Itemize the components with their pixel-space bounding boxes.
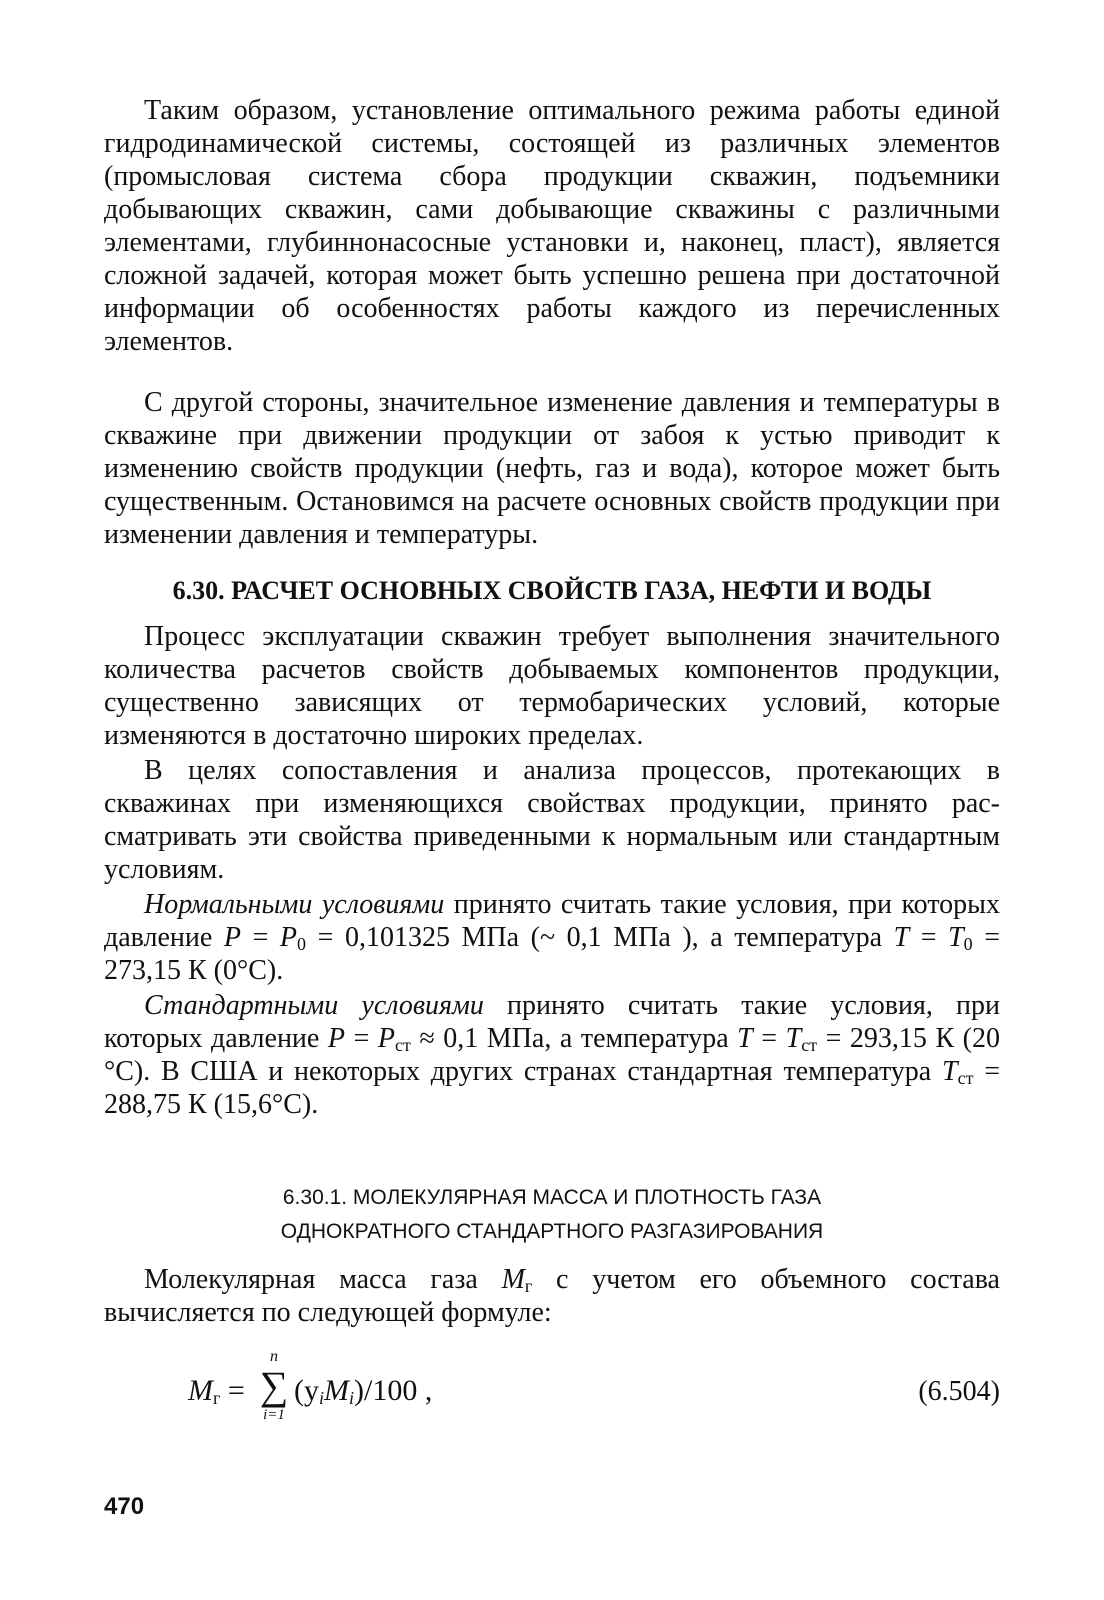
math-subscript: i	[349, 1388, 355, 1408]
subsection-heading-line-1: 6.30.1. МОЛЕКУЛЯРНАЯ МАССА И ПЛОТНОСТЬ ГАЗА	[282, 1186, 822, 1209]
text-span: Молекулярная масса газа	[144, 1264, 502, 1295]
other-side-paragraph: С другой стороны, значительное изменение давления и температуры в скважине при движении продукции от забоя к устью приводит к изменению свойств продукции (нефть, газ и вода), которое может быть существенным. Остановимся на расчете основных свойств продукции при изменении давления и температуры.	[104, 387, 1000, 550]
math-symbol: P	[223, 922, 241, 953]
section-paragraph-1: Процесс эксплуатации скважин требует выполнения значительного количества расчетов свойств добываемых компонентов продукции, существенно зависящих от термобарических условий, которые изменяются в достаточно широких пределах.	[104, 621, 1000, 751]
text-span: ≈ 0,1 МПа, а температура	[410, 1023, 738, 1054]
math-symbol: P	[279, 922, 298, 953]
equals-sign: =	[220, 1374, 245, 1407]
text-span: =	[752, 1023, 786, 1054]
math-subscript: г	[524, 1276, 533, 1296]
subsection-heading-line-2: ОДНОКРАТНОГО СТАНДАРТНОГО РАЗГАЗИРОВАНИЯ	[280, 1220, 824, 1243]
intro-paragraph: Таким образом, установление оптимального режима работы единой гидродинамической системы, состоящей из различных элементов (промысловая система сбора продукции скважин, подъемники добывающих скважин, сами добывающие скважины с различными элементами, глубиннонасосные установки и, наконец, пласт), является сложной задачей, которая может быть успешно решена при достаточной информации об особенностях работы каждого из перечисленных элементов.	[104, 95, 1000, 357]
text-span: = 0,101325 МПа (~ 0,1 МПа ), а температура	[306, 922, 894, 953]
equation-number: (6.504)	[918, 1376, 1000, 1407]
text-span: с учетом его объемного состава вычисляется по следующей формуле:	[104, 1264, 1000, 1328]
text-span: принято считать такие условия, при которых давление	[104, 990, 1000, 1054]
standard-conditions-term: Стандартными условиями	[144, 990, 484, 1021]
math-symbol: M	[501, 1264, 525, 1295]
math-subscript: ст	[957, 1068, 974, 1088]
sum-upper-limit: n	[270, 1348, 278, 1365]
math-subscript: ст	[394, 1035, 411, 1055]
math-subscript: i	[319, 1388, 325, 1408]
text-span: (y	[294, 1374, 319, 1407]
sigma-icon: ∑	[259, 1363, 289, 1408]
math-subscript: г	[213, 1388, 221, 1408]
other-side-block	[104, 386, 1000, 551]
text-span: =	[909, 922, 949, 953]
text-span: = 288,75 К (15,6°С).	[104, 1056, 1001, 1120]
summation	[254, 1348, 294, 1424]
math-symbol: T	[942, 1056, 958, 1087]
math-subscript: 0	[963, 934, 973, 954]
text-span: =	[345, 1023, 378, 1054]
sum-lower-limit: i=1	[263, 1407, 285, 1423]
standard-conditions-paragraph	[104, 989, 1000, 1121]
math-symbol: T	[785, 1023, 802, 1054]
math-subscript: 0	[297, 934, 307, 954]
formula-body	[294, 1374, 432, 1408]
section-heading: 6.30. РАСЧЕТ ОСНОВНЫХ СВОЙСТВ ГАЗА, НЕФТИ И ВОДЫ	[172, 576, 932, 605]
section-paragraph-2: В целях сопоставления и анализа процессов, протекающих в скважинах при изменяющихся свойствах продукции, принято рассматривать эти свойства приведенными к нормальным или стандартным условиям.	[104, 755, 1000, 885]
normal-conditions-paragraph	[104, 888, 1000, 987]
text-span: =	[241, 922, 280, 953]
math-symbol: M	[324, 1374, 350, 1407]
math-symbol: M	[188, 1374, 213, 1407]
text-span: )/100 ,	[354, 1374, 433, 1407]
normal-conditions-term: Нормальными условиями	[144, 889, 445, 920]
math-subscript: ст	[801, 1035, 818, 1055]
subsection-heading	[104, 1181, 1000, 1249]
math-symbol: P	[377, 1023, 395, 1054]
text-span: = 293,15 К (20 °С). В США и некоторых других странах стандартная температура	[104, 1023, 1000, 1087]
formula-6-504	[104, 1348, 1000, 1438]
math-symbol: T	[737, 1023, 753, 1054]
page-number: 470	[104, 1493, 145, 1520]
formula-lhs	[188, 1374, 245, 1408]
intro-block	[104, 94, 1000, 358]
section-body	[104, 620, 1000, 1123]
math-symbol: T	[948, 922, 964, 953]
molecular-paragraph	[104, 1263, 1000, 1329]
math-symbol: P	[327, 1023, 345, 1054]
molecular-block	[104, 1263, 1000, 1329]
math-symbol: T	[893, 922, 910, 953]
text-span: принято считать такие условия, при которых давление	[104, 889, 1000, 953]
text-span: = 273,15 К (0°С).	[104, 922, 1000, 986]
